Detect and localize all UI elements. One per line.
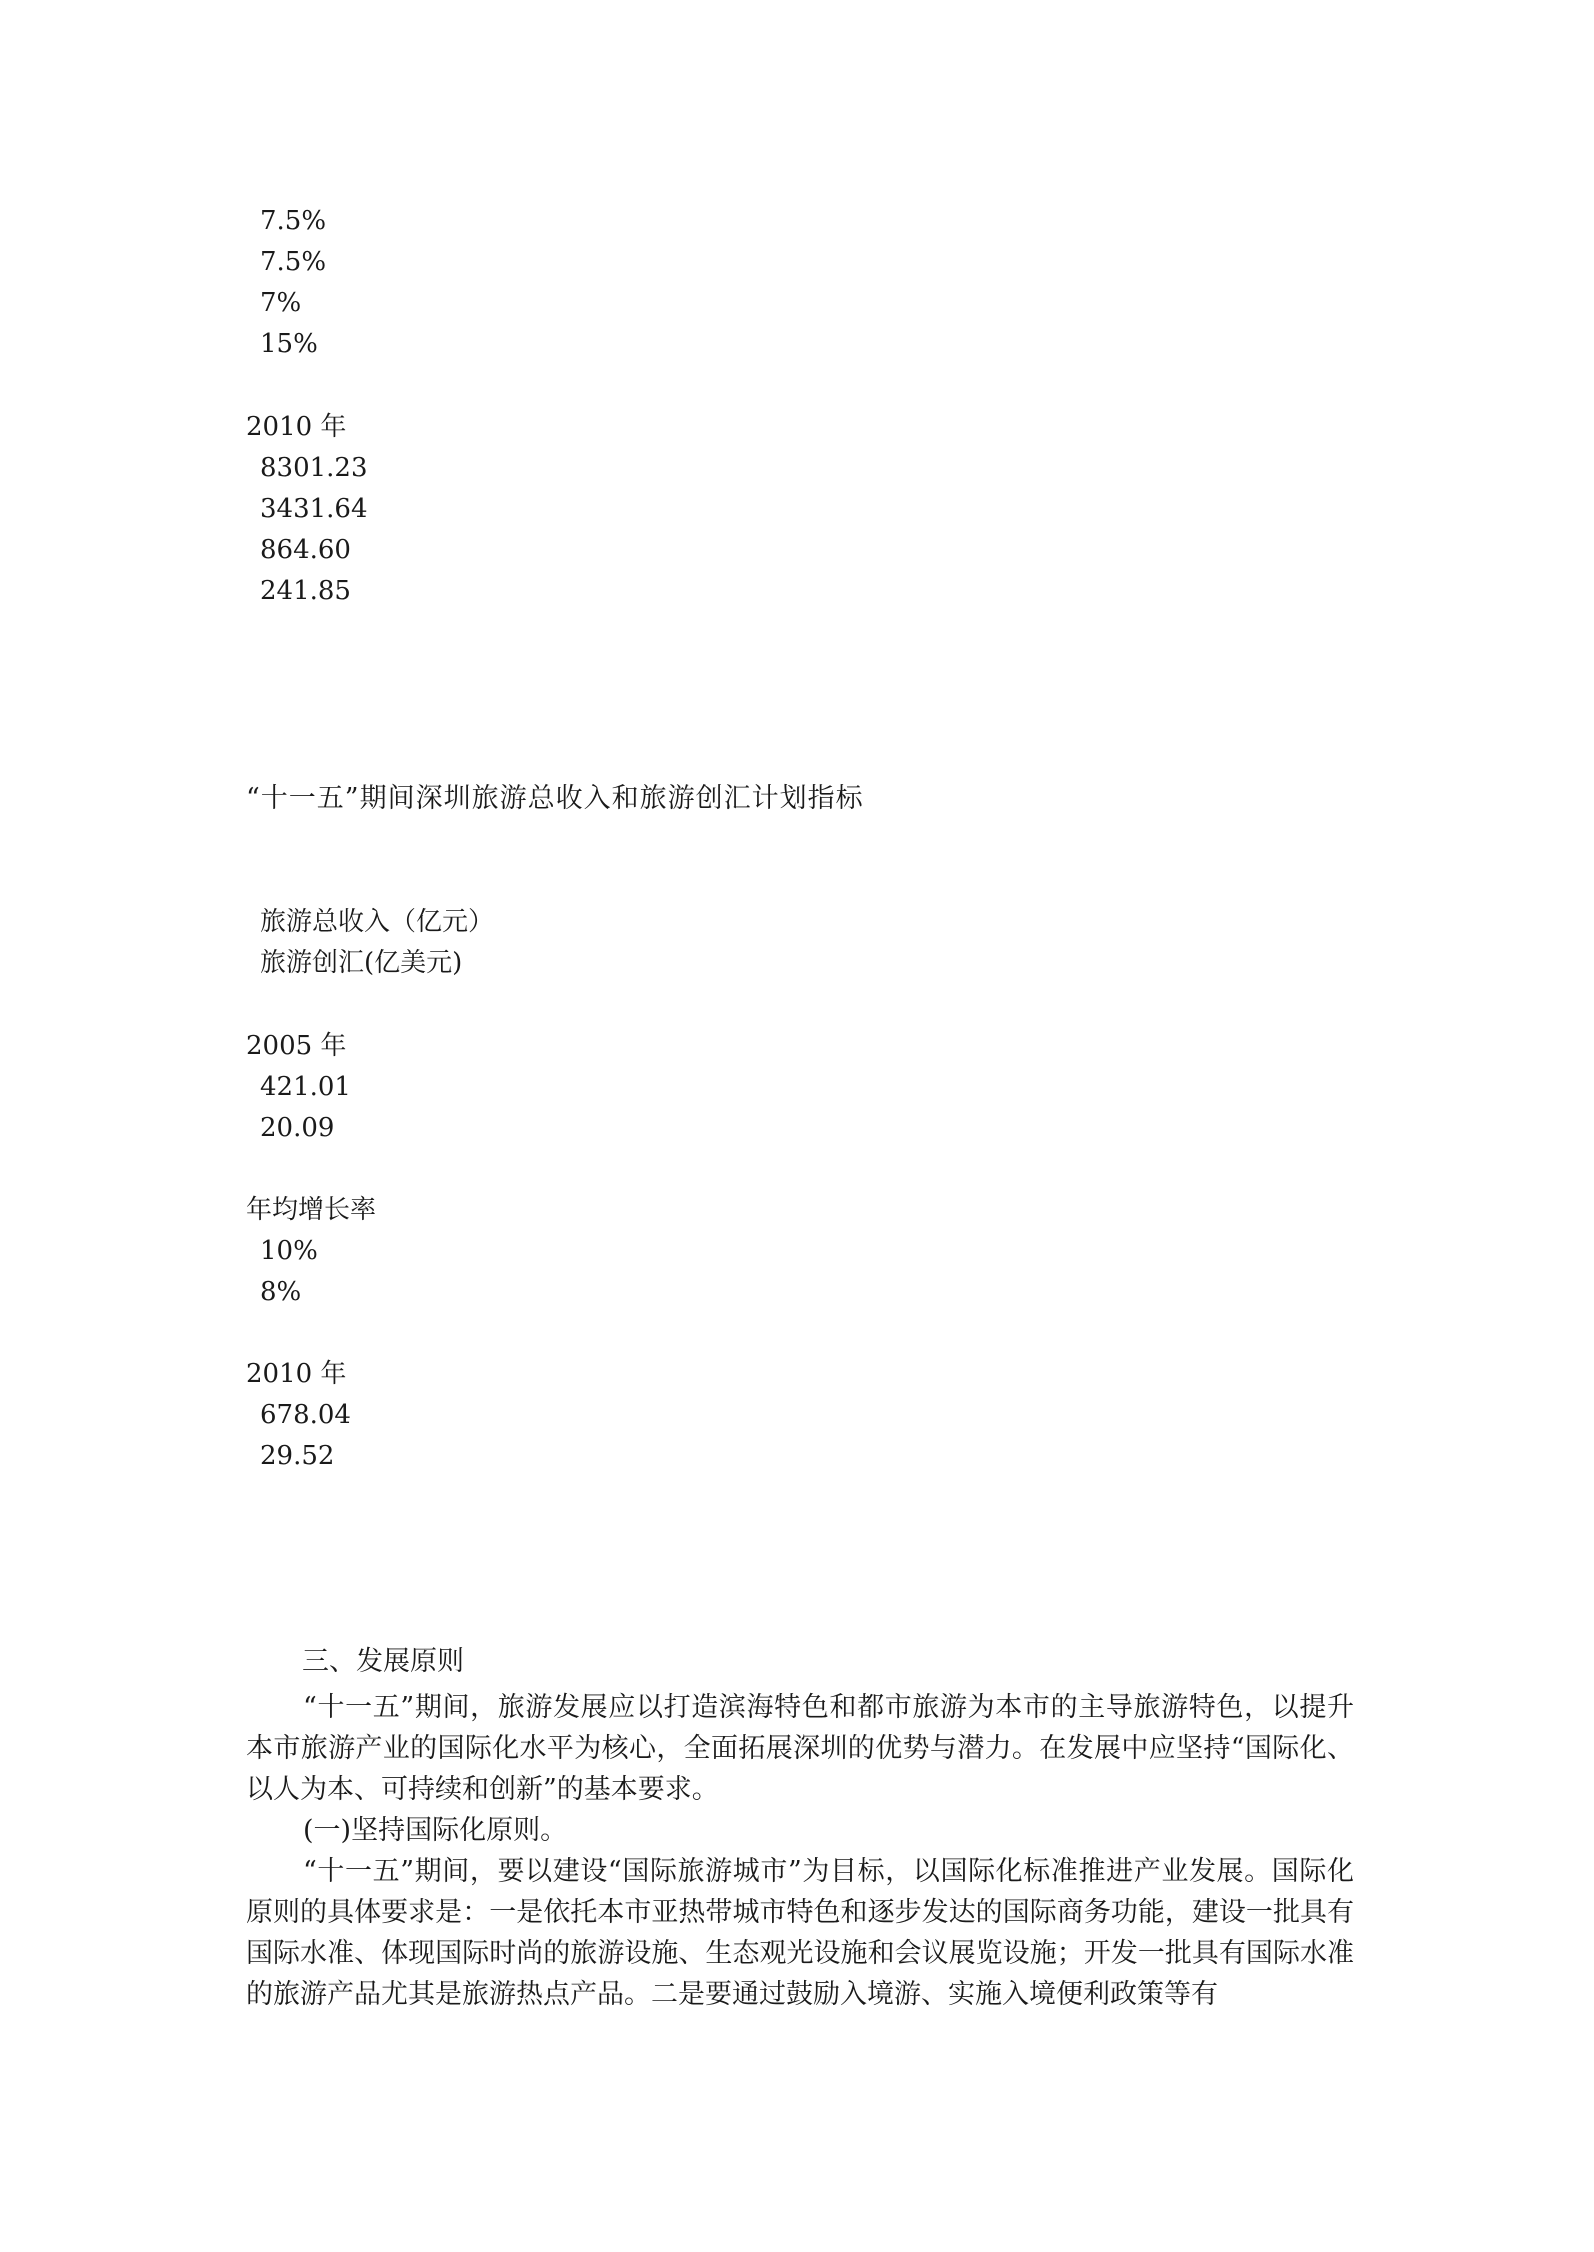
row-value: 421.01	[260, 1072, 351, 1102]
body-paragraph: (一)坚持国际化原则。	[303, 1815, 568, 1846]
rate-value: 7%	[260, 288, 302, 318]
year-label: 2010 年	[246, 412, 347, 442]
body-paragraph: “十一五”期间，旅游发展应以打造滨海特色和都市旅游为本市的主导旅游特色，以提升本市旅游产业的国际化水平为核心，全面拓展深圳的优势与潜力。在发展中应坚持“国际化、以人为本、可持续和创新”的基本要求。	[246, 1692, 1354, 1805]
rate-value: 15%	[260, 329, 318, 359]
row-label: 年均增长率	[246, 1195, 377, 1225]
table-title: “十一五”期间深圳旅游总收入和旅游创汇计划指标	[246, 783, 864, 814]
rate-value: 7.5%	[260, 206, 327, 236]
row-value: 29.52	[260, 1441, 335, 1471]
table-header: 旅游创汇(亿美元)	[260, 948, 463, 978]
year-value: 8301.23	[260, 453, 368, 483]
rate-value: 7.5%	[260, 247, 327, 277]
table-header: 旅游总收入（亿元）	[260, 907, 495, 937]
section-heading: 三、发展原则	[302, 1646, 464, 1677]
year-value: 3431.64	[260, 494, 368, 524]
body-paragraph: “十一五”期间，要以建设“国际旅游城市”为目标，以国际化标准推进产业发展。国际化原则的具体要求是：一是依托本市亚热带城市特色和逐步发达的国际商务功能，建设一批具有国际水准、体现国际时尚的旅游设施、生态观光设施和会议展览设施；开发一批具有国际水准的旅游产品尤其是旅游热点产品。二是要通过鼓励入境游、实施入境便利政策等有	[246, 1856, 1354, 2010]
row-value: 20.09	[260, 1113, 335, 1143]
year-value: 864.60	[260, 535, 351, 565]
row-value: 10%	[260, 1236, 318, 1266]
row-value: 678.04	[260, 1400, 351, 1430]
row-value: 8%	[260, 1277, 302, 1307]
row-label: 2010 年	[246, 1359, 347, 1389]
year-value: 241.85	[260, 576, 351, 606]
row-label: 2005 年	[246, 1031, 347, 1061]
